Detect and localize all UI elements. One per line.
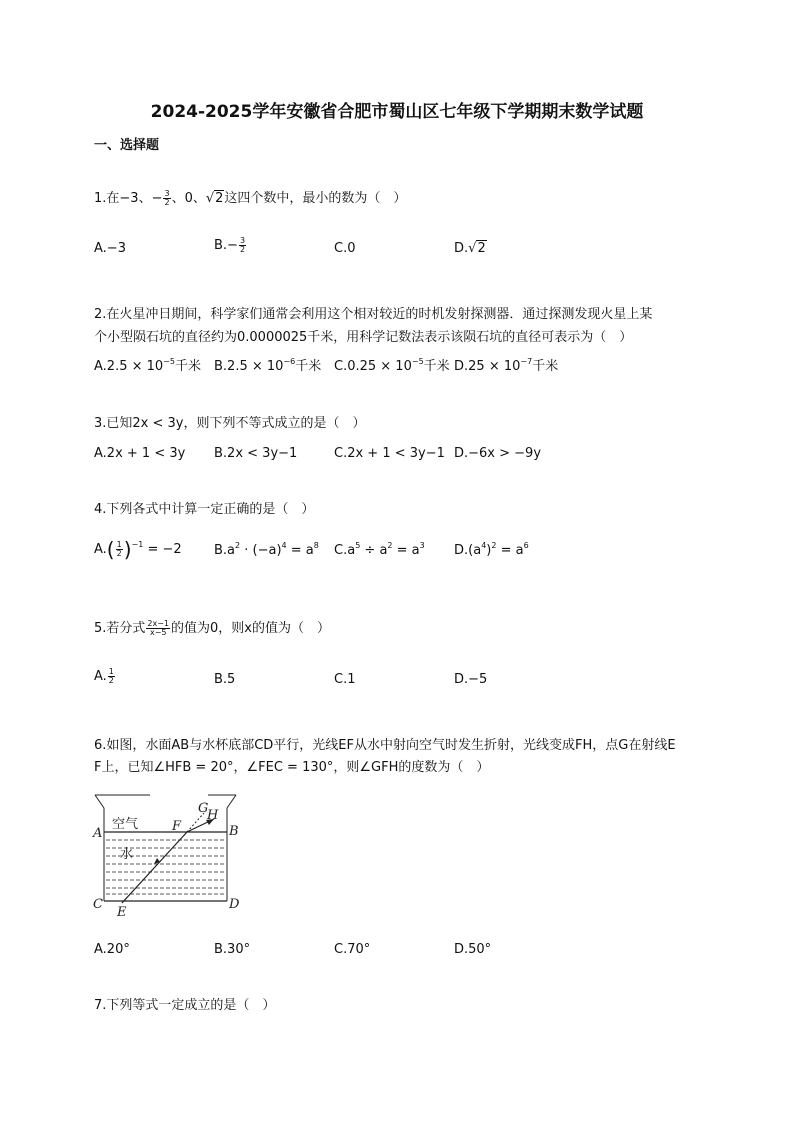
label-d: D — [229, 897, 240, 912]
q4-a-den: 2 — [116, 549, 122, 558]
q4-b-t2: · (−a) — [240, 543, 282, 558]
q1-mid: 、0、√ — [171, 191, 215, 206]
q3-option-b: B.2x < 3y−1 — [214, 446, 298, 461]
q5-den: x−5 — [149, 628, 167, 637]
q1-b-den: 2 — [239, 245, 246, 254]
q6-option-b: B.30° — [214, 942, 251, 957]
q4-option-b — [214, 543, 319, 559]
q4-b-e3: 8 — [313, 541, 319, 550]
refraction-figure — [90, 790, 240, 920]
label-e: E — [117, 905, 127, 920]
q4-d-t3: = a — [496, 543, 524, 558]
question-3-stem: 3.已知2x < 3y，则下列不等式成立的是（ ） — [94, 416, 366, 431]
exam-title: 2024-2025学年安徽省合肥市蜀山区七年级下学期期末数学试题 — [150, 102, 644, 122]
q2-a-exp: −5 — [163, 357, 175, 366]
q2-b-exp: −6 — [283, 357, 296, 366]
q4-a-exp: −1 — [131, 540, 144, 549]
q1-d-radicand: 2 — [477, 241, 486, 256]
q2-option-b — [214, 359, 321, 375]
q2-option-d — [454, 359, 558, 375]
label-h: H — [207, 808, 219, 823]
q2-a-base: A.2.5 × 10 — [94, 359, 164, 374]
question-2-line1: 2.在火星冲日期间，科学家们通常会利用这个相对较近的时机发射探测器．通过探测发现火星上某 — [94, 307, 653, 322]
q1-option-b — [214, 237, 247, 254]
q4-d-e2: 2 — [491, 541, 497, 550]
q1-frac-den: 2 — [164, 198, 170, 207]
q6-option-a: A.20° — [94, 942, 130, 957]
q1-suffix: 这四个数中，最小的数为（ ） — [224, 191, 407, 206]
q5-option-d: D.−5 — [454, 672, 488, 687]
q1-b-num: 3 — [239, 236, 246, 245]
label-air: 空气 — [112, 817, 139, 832]
q4-b-t1: B.a — [214, 543, 236, 558]
q4-d-e3: 6 — [523, 541, 529, 550]
q1-prefix: 1.在−3、− — [94, 191, 163, 206]
q5-num: 2x−1 — [147, 619, 170, 628]
q5-a-fraction — [108, 668, 115, 685]
q5-a-den: 2 — [108, 676, 114, 685]
question-1-stem — [94, 190, 406, 207]
q4-option-a: A.( $\frac{1}{2}$ )$^{-1}$ = −2 — [94, 537, 182, 562]
q4-a-rhs: = −2 — [143, 542, 182, 557]
q2-b-unit: 千米 — [295, 359, 322, 374]
q1-d-prefix: D.√ — [454, 241, 477, 256]
label-a: A — [93, 826, 103, 841]
label-water: 水 — [120, 847, 134, 862]
question-4-stem: 4.下列各式中计算一定正确的是（ ） — [94, 502, 315, 517]
q4-a-fraction — [116, 541, 123, 558]
section-heading: 一、选择题 — [94, 138, 160, 153]
q2-d-exp: −7 — [520, 357, 533, 366]
q2-a-unit: 千米 — [174, 359, 201, 374]
q2-c-unit: 千米 — [423, 359, 450, 374]
q2-option-a — [94, 359, 201, 375]
q1-option-d — [454, 241, 487, 257]
q4-c-t1: C.a — [334, 543, 356, 558]
q4-b-e1: 2 — [235, 541, 241, 550]
q4-c-e2: 2 — [387, 541, 393, 550]
q4-c-t3: = a — [392, 543, 420, 558]
q1-frac-num: 3 — [164, 189, 170, 198]
q5-a-prefix: A. — [94, 669, 107, 684]
question-6-line2: F上，已知∠HFB = 20°，∠FEC = 130°，则∠GFH的度数为（ ） — [94, 760, 490, 775]
q2-option-c — [334, 359, 450, 375]
ray-ef — [122, 832, 187, 903]
q2-c-base: C.0.25 × 10 — [334, 359, 412, 374]
q4-d-e1: 4 — [481, 541, 487, 550]
q5-suffix: 的值为0，则x的值为（ ） — [171, 621, 330, 636]
q4-option-c — [334, 543, 425, 559]
q1-b-prefix: B.− — [214, 238, 238, 253]
label-g: G — [198, 801, 209, 816]
q4-c-t2: ÷ a — [360, 543, 388, 558]
q6-option-d: D.50° — [454, 942, 492, 957]
q4-d-t2: ) — [486, 543, 492, 558]
q4-a-prefix: A. — [94, 542, 107, 557]
q1-option-a: A.−3 — [94, 241, 126, 256]
q4-d-t1: D.(a — [454, 543, 482, 558]
q2-b-base: B.2.5 × 10 — [214, 359, 284, 374]
q5-prefix: 5.若分式 — [94, 621, 146, 636]
q6-option-c: C.70° — [334, 942, 371, 957]
q5-fraction — [146, 620, 170, 637]
q2-c-exp: −5 — [411, 357, 424, 366]
q4-b-t3: = a — [286, 543, 314, 558]
question-5-stem — [94, 620, 330, 637]
q5-option-b: B.5 — [214, 672, 236, 687]
q4-b-e2: 4 — [281, 541, 287, 550]
q4-c-e3: 3 — [419, 541, 425, 550]
cup-left-rim — [95, 795, 104, 808]
q4-a-num: 1 — [116, 540, 122, 549]
q3-option-a: A.2x + 1 < 3y — [94, 446, 186, 461]
q1-radicand: 2 — [215, 191, 224, 206]
q2-d-unit: 千米 — [532, 359, 559, 374]
q5-option-c: C.1 — [334, 672, 356, 687]
q5-option-a — [94, 668, 116, 685]
q2-d-base: D.25 × 10 — [454, 359, 521, 374]
question-7-stem: 7.下列等式一定成立的是（ ） — [94, 998, 276, 1013]
label-b: B — [229, 824, 239, 839]
question-6-line1: 6.如图，水面AB与水杯底部CD平行，光线EF从水中射向空气时发生折射，光线变成FH，点G在射线E — [94, 738, 676, 753]
question-2-line2: 个小型陨石坑的直径约为0.0000025千米，用科学记数法表示该陨石坑的直径可表示为（ ） — [94, 330, 633, 345]
q3-option-d: D.−6x > −9y — [454, 446, 542, 461]
q5-a-num: 1 — [108, 667, 114, 676]
q1-option-c: C.0 — [334, 241, 356, 256]
q1-b-fraction — [239, 237, 246, 254]
q4-option-d — [454, 543, 529, 559]
cup-right-rim — [227, 795, 236, 808]
q1-fraction — [163, 190, 170, 207]
q4-c-e1: 5 — [355, 541, 361, 550]
label-f: F — [172, 819, 182, 834]
q3-option-c: C.2x + 1 < 3y−1 — [334, 446, 445, 461]
label-c: C — [93, 897, 103, 912]
